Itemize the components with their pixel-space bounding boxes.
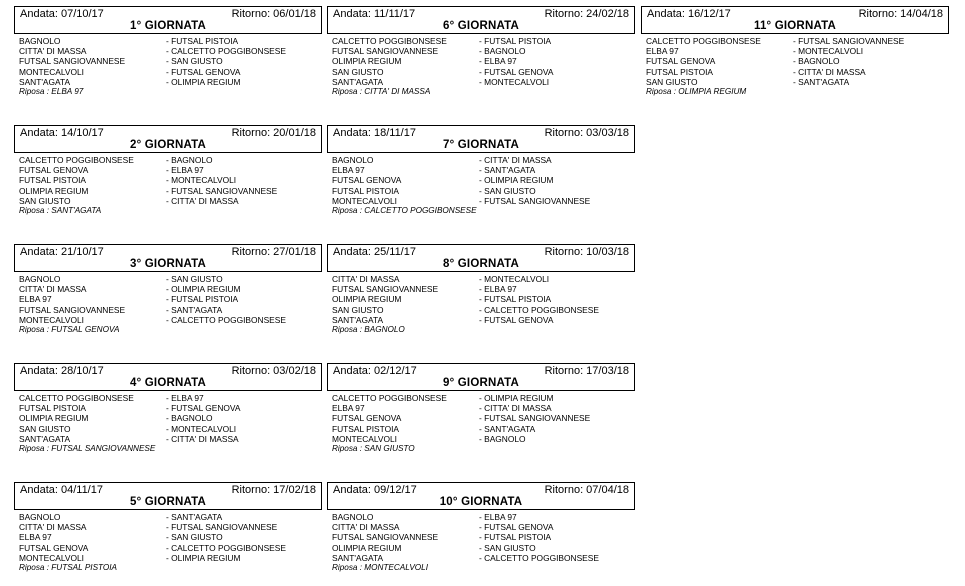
round-header [327, 6, 635, 34]
home-team: FUTSAL SANGIOVANNESE [332, 284, 439, 295]
andata-date: Andata: 14/10/17 [20, 127, 104, 139]
away-team: - MONTECALVOLI [479, 274, 550, 284]
round-header [327, 244, 635, 272]
round-block [327, 6, 635, 97]
round-block [327, 125, 635, 216]
away-team: - ELBA 97 [479, 284, 517, 295]
round-title: 8° GIORNATA [442, 258, 519, 270]
round-title: 10° GIORNATA [439, 496, 523, 508]
ritorno-date: Ritorno: 20/01/18 [231, 127, 316, 139]
home-team: BAGNOLO [19, 512, 61, 522]
home-team: CALCETTO POGGIBONSESE [646, 36, 761, 46]
andata-date: Andata: 04/11/17 [20, 484, 103, 496]
match-row [327, 305, 635, 315]
home-team: SANT'AGATA [332, 552, 384, 563]
away-team: - CITTA' DI MASSA [166, 433, 239, 444]
away-team: - FUTSAL GENOVA [479, 314, 554, 325]
match-list [14, 512, 322, 573]
ritorno-date: Ritorno: 14/04/18 [858, 8, 943, 20]
away-team: - FUTSAL GENOVA [479, 66, 554, 77]
match-row [327, 553, 635, 563]
match-row [327, 403, 635, 413]
match-row [327, 67, 635, 77]
ritorno-date: Ritorno: 17/02/18 [231, 484, 316, 496]
round-header [14, 482, 322, 510]
away-team: - CALCETTO POGGIBONSESE [479, 552, 599, 563]
match-row [14, 522, 322, 532]
riposa-note: Riposa : CALCETTO POGGIBONSESE [332, 205, 477, 215]
away-team: - ELBA 97 [479, 56, 517, 67]
ritorno-date: Ritorno: 06/01/18 [231, 8, 316, 20]
match-row [327, 77, 635, 87]
match-row [14, 175, 322, 185]
home-team: CALCETTO POGGIBONSESE [19, 155, 134, 165]
match-list [14, 274, 322, 335]
away-team: - FUTSAL SANGIOVANNESE [479, 195, 591, 206]
home-team: ELBA 97 [332, 403, 365, 414]
home-team: FUTSAL PISTOIA [332, 185, 400, 196]
away-team: - SANT'AGATA [479, 165, 536, 176]
round-block [14, 125, 322, 216]
round-block [14, 482, 322, 573]
home-team: FUTSAL GENOVA [332, 413, 402, 424]
match-row [14, 532, 322, 542]
home-team: ELBA 97 [646, 46, 679, 57]
home-team: SAN GIUSTO [646, 76, 698, 87]
home-team: FUTSAL SANGIOVANNESE [19, 56, 126, 67]
match-row [14, 403, 322, 413]
round-header [14, 125, 322, 153]
match-row [327, 315, 635, 325]
home-team: FUTSAL GENOVA [646, 56, 716, 67]
home-team: CITTA' DI MASSA [19, 46, 87, 57]
match-row [14, 77, 322, 87]
match-row [14, 46, 322, 56]
home-team: CITTA' DI MASSA [19, 284, 87, 295]
away-team: - OLIMPIA REGIUM [166, 76, 241, 87]
away-team: - SAN GIUSTO [479, 542, 536, 553]
home-team: ELBA 97 [19, 294, 52, 305]
ritorno-date: Ritorno: 17/03/18 [544, 365, 629, 377]
match-row [14, 434, 322, 444]
riposa-note: Riposa : SAN GIUSTO [332, 443, 415, 453]
match-row [327, 186, 635, 196]
round-title: 11° GIORNATA [754, 20, 836, 32]
riposa-note: Riposa : OLIMPIA REGIUM [646, 86, 747, 96]
away-team: - MONTECALVOLI [166, 175, 237, 186]
round-block [327, 482, 635, 573]
home-team: MONTECALVOLI [19, 66, 84, 77]
riposa-note: Riposa : SANT'AGATA [19, 205, 102, 215]
andata-date: Andata: 16/12/17 [647, 8, 731, 20]
andata-date: Andata: 21/10/17 [20, 246, 104, 258]
match-row [641, 36, 949, 46]
round-header [14, 363, 322, 391]
away-team: - SAN GIUSTO [166, 532, 223, 543]
home-team: ELBA 97 [19, 532, 52, 543]
away-team: - SAN GIUSTO [166, 56, 223, 67]
away-team: - FUTSAL SANGIOVANNESE [793, 36, 905, 46]
home-team: SAN GIUSTO [332, 304, 384, 315]
match-row [327, 413, 635, 423]
round-header [327, 363, 635, 391]
ritorno-date: Ritorno: 03/02/18 [231, 365, 316, 377]
away-team: - FUTSAL PISTOIA [479, 36, 552, 46]
away-team: - MONTECALVOLI [166, 423, 237, 434]
match-row [327, 36, 635, 46]
match-row [327, 175, 635, 185]
match-list [327, 155, 635, 216]
match-list [641, 36, 949, 97]
andata-date: Andata: 07/10/17 [20, 8, 104, 20]
away-team: - CALCETTO POGGIBONSESE [166, 314, 286, 325]
home-team: MONTECALVOLI [19, 552, 84, 563]
match-row [14, 165, 322, 175]
home-team: SANT'AGATA [332, 76, 384, 87]
ritorno-date: Ritorno: 03/03/18 [544, 127, 629, 139]
match-row [14, 56, 322, 66]
match-row [327, 543, 635, 553]
home-team: SAN GIUSTO [19, 423, 71, 434]
round-title: 4° GIORNATA [129, 377, 206, 389]
match-row [14, 36, 322, 46]
home-team: MONTECALVOLI [19, 314, 84, 325]
round-title: 6° GIORNATA [442, 20, 519, 32]
round-title: 7° GIORNATA [442, 139, 519, 151]
match-row [14, 424, 322, 434]
away-team: - ELBA 97 [166, 165, 204, 176]
home-team: OLIMPIA REGIUM [332, 542, 402, 553]
away-team: - FUTSAL GENOVA [166, 66, 241, 77]
away-team: - BAGNOLO [793, 56, 840, 67]
match-row [14, 196, 322, 206]
home-team: CALCETTO POGGIBONSESE [332, 36, 447, 46]
match-row [14, 512, 322, 522]
away-team: - FUTSAL GENOVA [166, 403, 241, 414]
home-team: BAGNOLO [19, 274, 61, 284]
ritorno-date: Ritorno: 24/02/18 [544, 8, 629, 20]
riposa-note: Riposa : MONTECALVOLI [332, 562, 429, 572]
match-row [14, 67, 322, 77]
home-team: FUTSAL PISTOIA [646, 66, 714, 77]
match-row [641, 56, 949, 66]
riposa-note: Riposa : CITTA' DI MASSA [332, 86, 431, 96]
match-row [327, 196, 635, 206]
away-team: - SANT'AGATA [166, 304, 223, 315]
away-team: - CITTA' DI MASSA [479, 155, 552, 165]
match-row [14, 315, 322, 325]
away-team: - OLIMPIA REGIUM [166, 552, 241, 563]
match-row [327, 294, 635, 304]
away-team: - FUTSAL PISTOIA [479, 294, 552, 305]
round-header [14, 6, 322, 34]
match-row [14, 543, 322, 553]
home-team: BAGNOLO [332, 512, 374, 522]
match-row [327, 165, 635, 175]
match-row [641, 77, 949, 87]
away-team: - OLIMPIA REGIUM [479, 175, 554, 186]
home-team: FUTSAL GENOVA [19, 165, 89, 176]
home-team: SANT'AGATA [332, 314, 384, 325]
match-row [327, 434, 635, 444]
home-team: OLIMPIA REGIUM [19, 413, 89, 424]
away-team: - OLIMPIA REGIUM [479, 393, 554, 403]
andata-date: Andata: 11/11/17 [333, 8, 416, 20]
match-list [14, 155, 322, 216]
away-team: - BAGNOLO [166, 155, 213, 165]
away-team: - MONTECALVOLI [479, 76, 550, 87]
riposa-note: Riposa : BAGNOLO [332, 324, 405, 334]
away-team: - CALCETTO POGGIBONSESE [479, 304, 599, 315]
match-row [327, 284, 635, 294]
round-block [327, 363, 635, 454]
away-team: - CALCETTO POGGIBONSESE [166, 46, 286, 57]
away-team: - BAGNOLO [479, 433, 526, 444]
away-team: - SAN GIUSTO [166, 274, 223, 284]
ritorno-date: Ritorno: 07/04/18 [544, 484, 629, 496]
match-list [14, 393, 322, 454]
riposa-note: Riposa : ELBA 97 [19, 86, 84, 96]
round-title: 5° GIORNATA [129, 496, 206, 508]
home-team: FUTSAL GENOVA [19, 542, 89, 553]
match-row [14, 413, 322, 423]
away-team: - ELBA 97 [166, 393, 204, 403]
home-team: OLIMPIA REGIUM [332, 56, 402, 67]
away-team: - FUTSAL PISTOIA [166, 294, 239, 305]
round-title: 2° GIORNATA [129, 139, 206, 151]
away-team: - SANT'AGATA [479, 423, 536, 434]
home-team: CITTA' DI MASSA [332, 522, 400, 533]
round-block [14, 6, 322, 97]
match-row [14, 186, 322, 196]
away-team: - FUTSAL SANGIOVANNESE [479, 413, 591, 424]
home-team: CALCETTO POGGIBONSESE [19, 393, 134, 403]
home-team: FUTSAL PISTOIA [332, 423, 400, 434]
away-team: - OLIMPIA REGIUM [166, 284, 241, 295]
away-team: - FUTSAL SANGIOVANNESE [166, 522, 278, 533]
home-team: MONTECALVOLI [332, 195, 397, 206]
home-team: FUTSAL PISTOIA [19, 175, 87, 186]
home-team: ELBA 97 [332, 165, 365, 176]
away-team: - FUTSAL SANGIOVANNESE [166, 185, 278, 196]
match-row [641, 67, 949, 77]
away-team: - SANT'AGATA [793, 76, 850, 87]
home-team: BAGNOLO [332, 155, 374, 165]
home-team: SAN GIUSTO [332, 66, 384, 77]
home-team: SAN GIUSTO [19, 195, 71, 206]
away-team: - BAGNOLO [479, 46, 526, 57]
andata-date: Andata: 25/11/17 [333, 246, 416, 258]
round-block [14, 244, 322, 335]
away-team: - BAGNOLO [166, 413, 213, 424]
round-block [14, 363, 322, 454]
round-header [14, 244, 322, 272]
riposa-note: Riposa : FUTSAL PISTOIA [19, 562, 117, 572]
match-list [14, 36, 322, 97]
match-row [14, 553, 322, 563]
home-team: CITTA' DI MASSA [332, 274, 400, 284]
away-team: - MONTECALVOLI [793, 46, 864, 57]
match-row [14, 294, 322, 304]
round-block [641, 6, 949, 97]
round-header [327, 125, 635, 153]
round-title: 1° GIORNATA [129, 20, 206, 32]
away-team: - ELBA 97 [479, 512, 517, 522]
away-team: - CITTA' DI MASSA [479, 403, 552, 414]
match-row [14, 274, 322, 284]
match-row [14, 305, 322, 315]
ritorno-date: Ritorno: 27/01/18 [231, 246, 316, 258]
match-row [327, 46, 635, 56]
round-header [327, 482, 635, 510]
away-team: - CALCETTO POGGIBONSESE [166, 542, 286, 553]
home-team: FUTSAL PISTOIA [19, 403, 87, 414]
home-team: MONTECALVOLI [332, 433, 397, 444]
home-team: SANT'AGATA [19, 76, 71, 87]
andata-date: Andata: 18/11/17 [333, 127, 416, 139]
andata-date: Andata: 28/10/17 [20, 365, 104, 377]
home-team: FUTSAL SANGIOVANNESE [332, 46, 439, 57]
match-list [327, 512, 635, 573]
home-team: OLIMPIA REGIUM [19, 185, 89, 196]
match-row [327, 512, 635, 522]
ritorno-date: Ritorno: 10/03/18 [544, 246, 629, 258]
home-team: CITTA' DI MASSA [19, 522, 87, 533]
home-team: FUTSAL SANGIOVANNESE [332, 532, 439, 543]
home-team: FUTSAL GENOVA [332, 175, 402, 186]
round-block [327, 244, 635, 335]
match-row [14, 155, 322, 165]
round-header [641, 6, 949, 34]
home-team: FUTSAL SANGIOVANNESE [19, 304, 126, 315]
away-team: - FUTSAL PISTOIA [166, 36, 239, 46]
away-team: - FUTSAL GENOVA [479, 522, 554, 533]
away-team: - CITTA' DI MASSA [793, 66, 866, 77]
round-title: 3° GIORNATA [129, 258, 206, 270]
away-team: - SAN GIUSTO [479, 185, 536, 196]
match-list [327, 393, 635, 454]
match-row [641, 46, 949, 56]
away-team: - FUTSAL PISTOIA [479, 532, 552, 543]
home-team: CALCETTO POGGIBONSESE [332, 393, 447, 403]
match-row [327, 522, 635, 532]
match-row [14, 284, 322, 294]
away-team: - CITTA' DI MASSA [166, 195, 239, 206]
round-title: 9° GIORNATA [442, 377, 519, 389]
match-row [327, 155, 635, 165]
match-row [327, 274, 635, 284]
home-team: OLIMPIA REGIUM [332, 294, 402, 305]
match-row [327, 424, 635, 434]
riposa-note: Riposa : FUTSAL GENOVA [19, 324, 120, 334]
match-list [327, 274, 635, 335]
match-row [14, 393, 322, 403]
match-row [327, 532, 635, 542]
away-team: - SANT'AGATA [166, 512, 223, 522]
andata-date: Andata: 02/12/17 [333, 365, 417, 377]
home-team: BAGNOLO [19, 36, 61, 46]
andata-date: Andata: 09/12/17 [333, 484, 417, 496]
match-row [327, 56, 635, 66]
match-row [327, 393, 635, 403]
match-list [327, 36, 635, 97]
home-team: SANT'AGATA [19, 433, 71, 444]
riposa-note: Riposa : FUTSAL SANGIOVANNESE [19, 443, 156, 453]
